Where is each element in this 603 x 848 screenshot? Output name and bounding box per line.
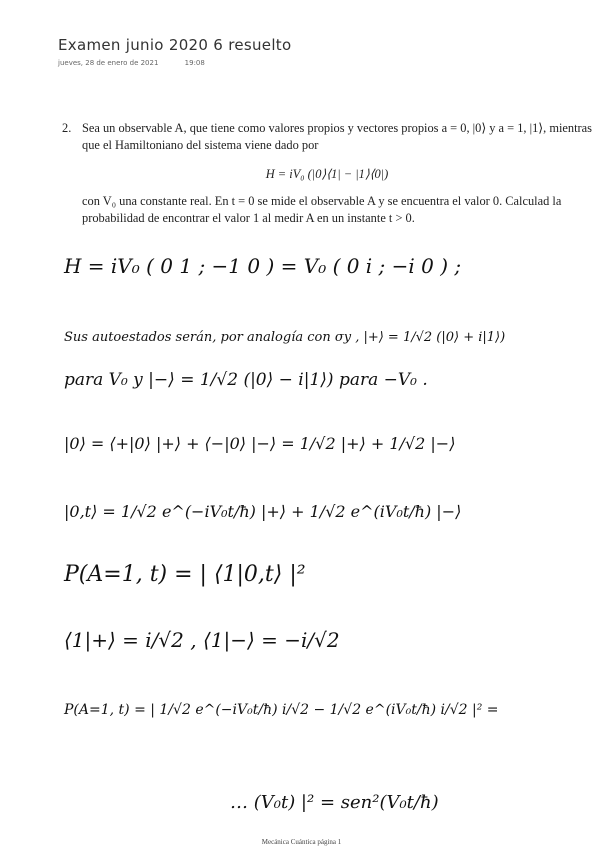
- page-title: Examen junio 2020 6 resuelto: [58, 36, 292, 54]
- page-time: 19:08: [184, 59, 205, 67]
- page-date: jueves, 28 de enero de 2021: [58, 59, 159, 67]
- handwriting-line: ⟨1|+⟩ = i/√2 , ⟨1|−⟩ = −i/√2: [64, 628, 340, 652]
- handwriting-line: … (V₀t) |² = sen²(V₀t/ħ): [230, 792, 439, 813]
- handwriting-line: H = iV₀ ( 0 1 ; −1 0 ) = V₀ ( 0 i ; −i 0 ) ;: [64, 254, 462, 278]
- handwriting-line: |0,t⟩ = 1/√2 e^(−iV₀t/ħ) |+⟩ + 1/√2 e^(iV₀t/ħ) |−⟩: [64, 502, 462, 521]
- hamiltonian-equation: H = iV₀ (|0⟩⟨1| − |1⟩⟨0|): [265, 167, 389, 181]
- page-footer: Mecánica Cuántica página 1: [261, 838, 342, 846]
- problem-paragraph-2: con V₀ una constante real. En t = 0 se mide el observable A y se encuentra el valor 0. Calculad la probabilidad de encontrar el valor 1 al medir A en un instante t > 0.: [82, 194, 562, 225]
- handwriting-line: para V₀ y |−⟩ = 1/√2 (|0⟩ − i|1⟩) para −V₀ .: [64, 370, 428, 390]
- handwriting-line: P(A=1, t) = | 1/√2 e^(−iV₀t/ħ) i/√2 − 1/√2 e^(iV₀t/ħ) i/√2 |² =: [64, 702, 499, 718]
- handwriting-line: Sus autoestados serán, por analogía con σy , |+⟩ = 1/√2 (|0⟩ + i|1⟩): [64, 330, 506, 345]
- problem-number: 2.: [62, 121, 72, 135]
- page-meta: [58, 59, 229, 67]
- problem-statement: [62, 120, 592, 227]
- handwriting-line: P(A=1, t) = | ⟨1|0,t⟩ |²: [64, 562, 306, 587]
- handwriting-line: |0⟩ = ⟨+|0⟩ |+⟩ + ⟨−|0⟩ |−⟩ = 1/√2 |+⟩ + 1/√2 |−⟩: [64, 434, 456, 453]
- problem-paragraph-1: Sea un observable A, que tiene como valores propios y vectores propios a = 0, |0⟩ y a = 1, |1⟩, mientras que el Hamiltoniano del sistema viene dado por: [82, 121, 592, 152]
